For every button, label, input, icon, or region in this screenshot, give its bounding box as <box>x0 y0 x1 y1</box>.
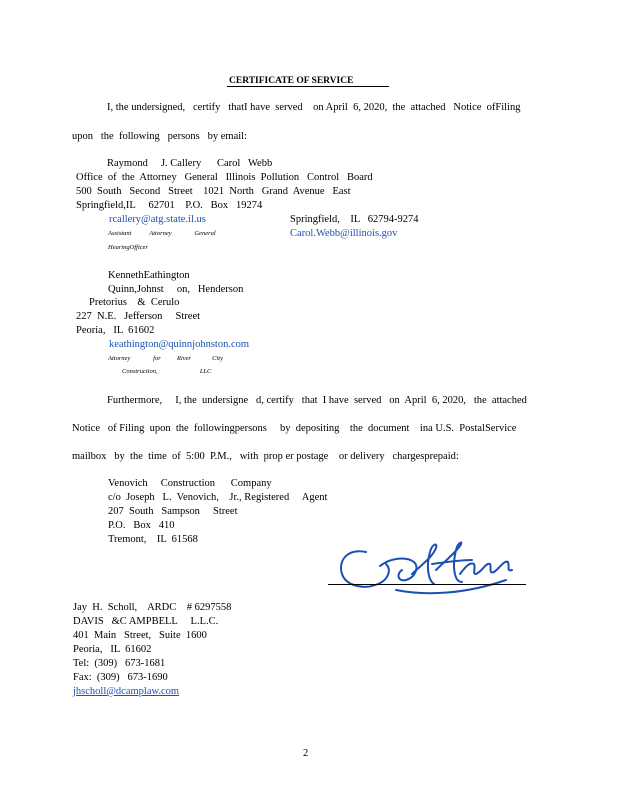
mail-statement-line-2: Notice of Filing upon the followingpersons by depositing the document ina U.S. PostalService <box>72 423 517 434</box>
title-underline <box>227 86 389 87</box>
eathington-street: 227 N.E. Jefferson Street <box>76 311 201 322</box>
mail-recipient-name: Venovich Construction Company <box>108 478 272 489</box>
eathington-firm-1: Quinn,Johnst on, Henderson <box>108 284 244 295</box>
mail-statement-line-1: Furthermore, I, the undersigne d, certify that I have served on April 6, 2020, the attached <box>107 395 527 406</box>
service-statement-line-2: upon the following persons by email: <box>72 131 247 142</box>
recipient-streets: 500 South Second Street 1021 North Grand Avenue East <box>76 186 351 197</box>
webb-email-link[interactable]: Carol.Webb@illinois.gov <box>290 228 398 239</box>
service-statement-line-1: I, the undersigned, certify thatI have served on April 6, 2020, the attached Notice ofFiling <box>107 102 521 113</box>
callery-role-line-2: HearingOfficer <box>108 244 149 251</box>
mail-statement-line-3: mailbox by the time of 5:00 P.M., with prop er postage or delivery chargesprepaid: <box>72 451 459 462</box>
signer-street: 401 Main Street, Suite 1600 <box>73 630 207 641</box>
signature-line <box>328 584 526 585</box>
mail-recipient-street: 207 South Sampson Street <box>108 506 238 517</box>
signer-phone: Tel: (309) 673-1681 <box>73 658 166 669</box>
recipient-names: Raymond J. Callery Carol Webb <box>107 158 273 169</box>
signer-firm: DAVIS &C AMPBELL L.L.C. <box>73 616 219 627</box>
mail-recipient-box: P.O. Box 410 <box>108 520 175 531</box>
callery-email-link[interactable]: rcallery@atg.state.il.us <box>109 214 206 225</box>
webb-city: Springfield, IL 62794-9274 <box>290 214 419 225</box>
recipient-offices: Office of the Attorney General Illinois Pollution Control Board <box>76 172 373 183</box>
eathington-role-line-1: Attorney for River City <box>108 355 224 362</box>
page-number: 2 <box>303 748 309 759</box>
document-title: CERTIFICATE OF SERVICE <box>229 76 354 86</box>
signer-city: Peoria, IL 61602 <box>73 644 152 655</box>
mail-recipient-agent: c/o Joseph L. Venovich, Jr., Registered Agent <box>108 492 328 503</box>
mail-recipient-city: Tremont, IL 61568 <box>108 534 198 545</box>
signer-email-link[interactable]: jhscholl@dcamplaw.com <box>73 686 180 697</box>
eathington-firm-2: Pretorius & Cerulo <box>89 297 180 308</box>
eathington-city: Peoria, IL 61602 <box>76 325 155 336</box>
callery-role-line-1: Assistant Attorney General <box>108 230 216 237</box>
recipient-cities: Springfield,IL 62701 P.O. Box 19274 <box>76 200 263 211</box>
signer-fax: Fax: (309) 673-1690 <box>73 672 168 683</box>
handwritten-signature <box>336 540 518 602</box>
eathington-role-line-2: Construction, LLC <box>122 368 212 375</box>
eathington-name: KennethEathington <box>108 270 190 281</box>
signer-name: Jay H. Scholl, ARDC # 6297558 <box>73 602 232 613</box>
eathington-email-link[interactable]: keathington@quinnjohnston.com <box>109 339 250 350</box>
